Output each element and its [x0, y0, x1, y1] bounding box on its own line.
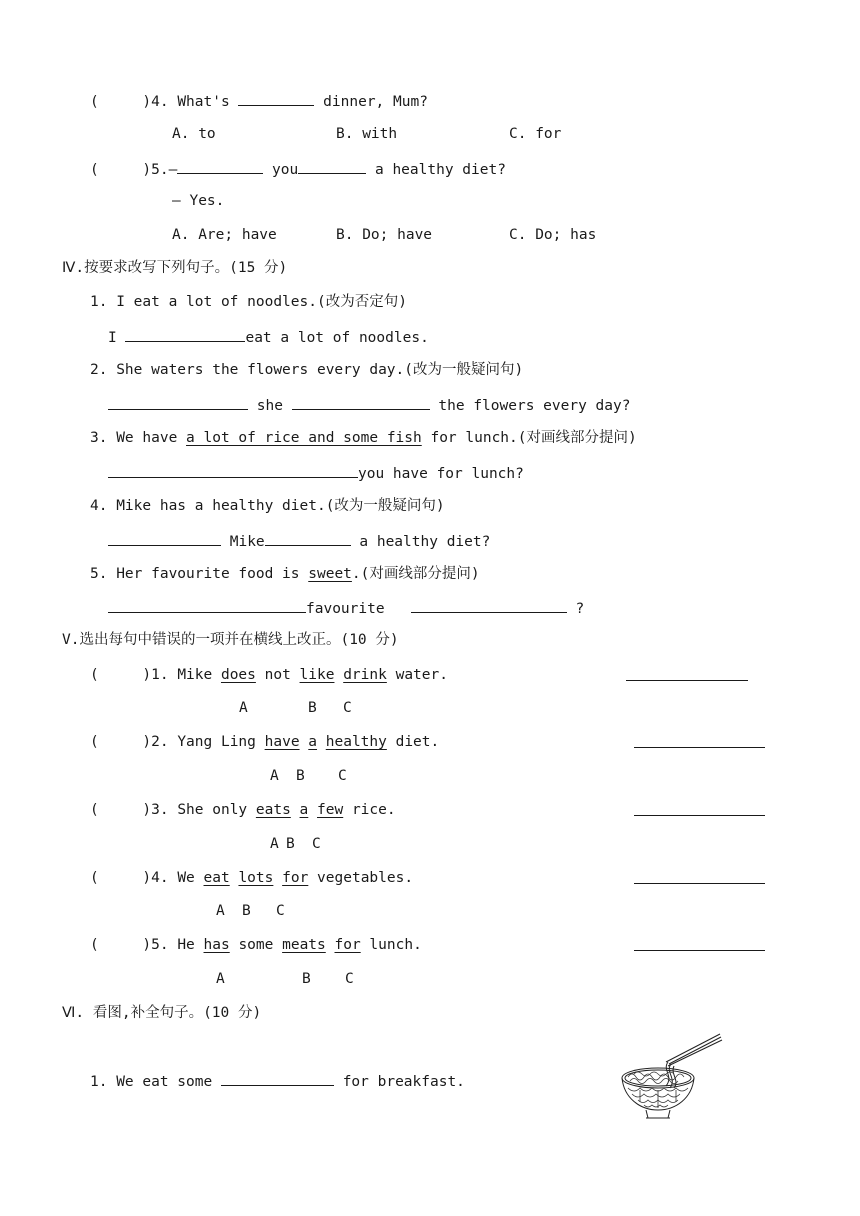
fill-blank[interactable]: [298, 159, 366, 174]
answer-bracket[interactable]: ( ): [90, 870, 152, 886]
option-a: A. Are; have: [172, 227, 277, 243]
q5-5-line: ( )5. He has some meats for lunch.: [90, 937, 422, 953]
option-letter-c: C: [343, 700, 352, 716]
q4-3-answer: you have for lunch?: [108, 463, 524, 483]
option-letter-a: A: [216, 971, 225, 987]
q6-1-line: 1. We eat some for breakfast.: [90, 1071, 465, 1091]
option-letter-c: C: [345, 971, 354, 987]
answer-bracket[interactable]: ( ): [90, 937, 152, 953]
fill-blank[interactable]: [411, 598, 567, 613]
correction-line[interactable]: [634, 747, 765, 748]
fill-blank[interactable]: [108, 395, 248, 410]
fill-blank[interactable]: [108, 463, 358, 478]
fill-blank[interactable]: [108, 598, 306, 613]
option-letter-c: C: [312, 836, 321, 852]
option-letter-c: C: [338, 768, 347, 784]
option-letter-b: B: [286, 836, 295, 852]
option-letter-c: C: [276, 903, 285, 919]
fill-blank[interactable]: [292, 395, 430, 410]
correction-line[interactable]: [634, 815, 765, 816]
q4-4-answer: Mike a healthy diet?: [108, 531, 490, 551]
option-c: C. for: [509, 126, 562, 142]
option-b: B. with: [336, 126, 398, 142]
fill-blank[interactable]: [177, 159, 263, 174]
option-a: A. to: [172, 126, 216, 142]
q5-2-line: ( )2. Yang Ling have a healthy diet.: [90, 734, 440, 750]
correction-line[interactable]: [634, 950, 765, 951]
answer-bracket[interactable]: ( ): [90, 734, 152, 750]
option-letter-b: B: [302, 971, 311, 987]
answer-bracket[interactable]: ( ): [90, 94, 152, 110]
q4-5-answer: favourite ?: [108, 598, 584, 618]
fill-blank[interactable]: [125, 327, 245, 342]
fill-blank[interactable]: [238, 91, 314, 106]
correction-line[interactable]: [634, 883, 765, 884]
q4-1-question: 1. I eat a lot of noodles.(改为否定句): [90, 294, 407, 310]
q4-3-question: 3. We have a lot of rice and some fish for lunch.(对画线部分提问): [90, 430, 637, 446]
option-letter-a: A: [239, 700, 248, 716]
section-heading-6: Ⅵ. 看图,补全句子。(10 分): [62, 1005, 262, 1021]
q3-5-line: ( )5.— you a healthy diet?: [90, 159, 506, 179]
answer-bracket[interactable]: ( ): [90, 802, 152, 818]
answer-bracket[interactable]: ( ): [90, 667, 152, 683]
fill-blank[interactable]: [221, 1071, 334, 1086]
fill-blank[interactable]: [108, 531, 221, 546]
option-letter-b: B: [296, 768, 305, 784]
q4-4-question: 4. Mike has a healthy diet.(改为一般疑问句): [90, 498, 445, 514]
noodle-bowl-icon: [618, 1030, 728, 1122]
q5-1-line: ( )1. Mike does not like drink water.: [90, 667, 448, 683]
option-c: C. Do; has: [509, 227, 597, 243]
q4-2-answer: she the flowers every day?: [108, 395, 630, 415]
q4-5-question: 5. Her favourite food is sweet.(对画线部分提问): [90, 566, 480, 582]
answer-bracket[interactable]: ( ): [90, 162, 152, 178]
option-b: B. Do; have: [336, 227, 433, 243]
section-heading-4: Ⅳ.按要求改写下列句子。(15 分): [62, 260, 288, 276]
option-letter-a: A: [270, 836, 279, 852]
q4-2-question: 2. She waters the flowers every day.(改为一般疑问句): [90, 362, 524, 378]
option-letter-b: B: [308, 700, 317, 716]
q3-4-line: ( )4. What's dinner, Mum?: [90, 91, 428, 111]
reply-text: — Yes.: [172, 193, 225, 209]
q5-3-line: ( )3. She only eats a few rice.: [90, 802, 396, 818]
correction-line[interactable]: [626, 680, 748, 681]
option-letter-b: B: [242, 903, 251, 919]
q5-4-line: ( )4. We eat lots for vegetables.: [90, 870, 414, 886]
section-heading-5: V.选出每句中错误的一项并在横线上改正。(10 分): [62, 632, 399, 648]
option-letter-a: A: [216, 903, 225, 919]
option-letter-a: A: [270, 768, 279, 784]
q4-1-answer: I eat a lot of noodles.: [108, 327, 429, 347]
fill-blank[interactable]: [265, 531, 351, 546]
